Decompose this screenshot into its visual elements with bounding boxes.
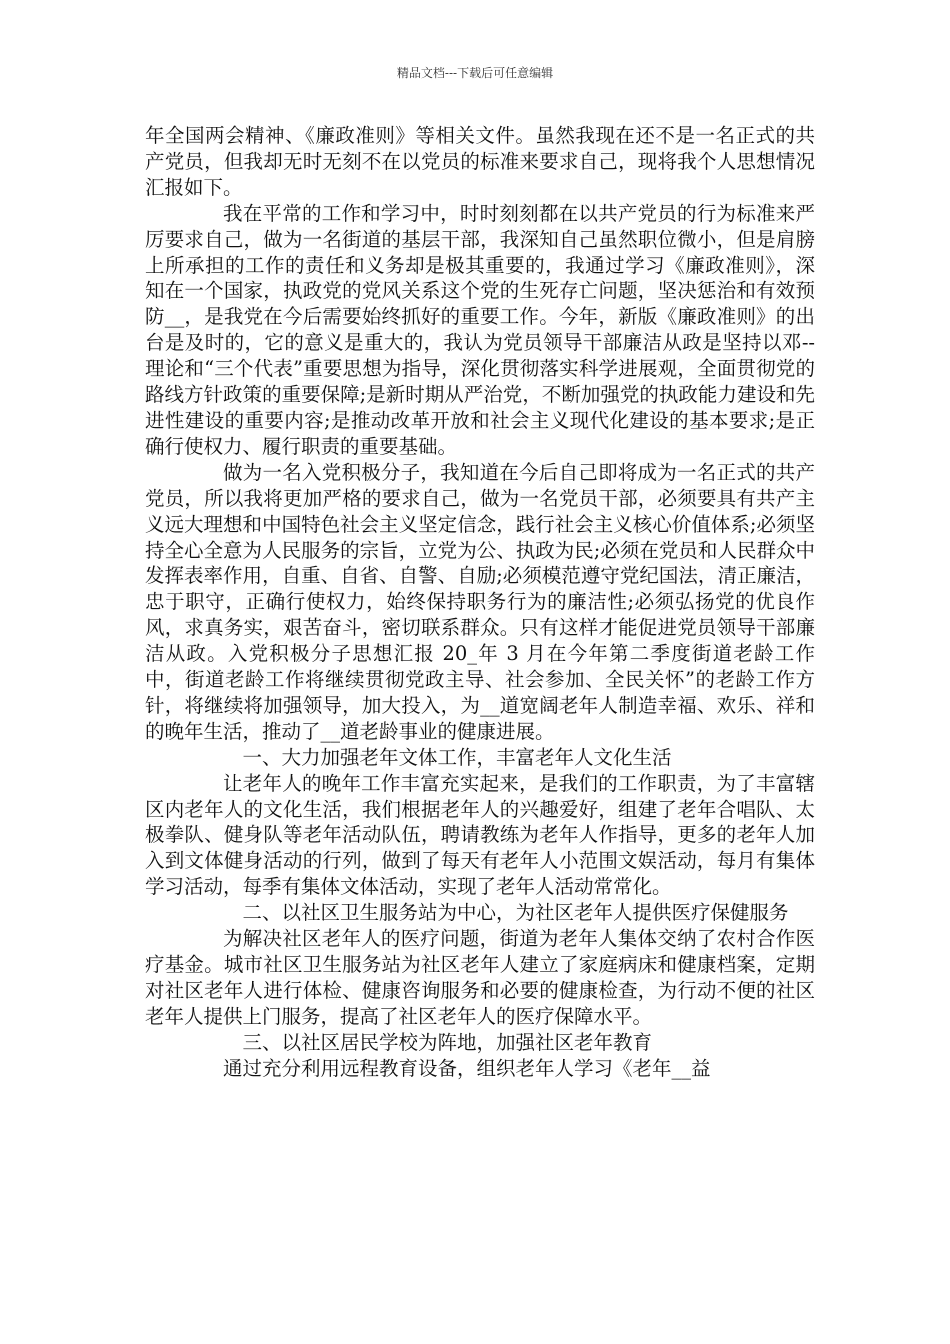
paragraph: 做为一名入党积极分子，我知道在今后自己即将成为一名正式的共产党员，所以我将更加严格的要求自己，做为一名党员干部，必须要具有共产主义远大理想和中国特色社会主义坚定信念，践行社会主义核心价值体系;必须坚持全心全意为人民服务的宗旨，立党为公、执政为民;必须在党员和人民群众中发挥表率作用，自重、自省、自警、自励;必须模范遵守党纪国法，清正廉洁，忠于职守，正确行使权力，始终保持职务行为的廉洁性;必须弘扬党的优良作风，求真务实，艰苦奋斗，密切联系群众。只有这样才能促进党员领导干部廉洁从政。入党积极分子思想汇报 20_年 3 月在今年第二季度街道老龄工作中，街道老龄工作将继续贯彻党政主导、社会参加、全民关怀”的老龄工作方针，将继续将加强领导，加大投入，为__道宽阔老年人制造幸福、欢乐、祥和的晚年生活，推动了__道老龄事业的健康进展。 [145,460,815,743]
document-body [145,123,815,1082]
paragraph: 年全国两会精神、《廉政准则》等相关文件。虽然我现在还不是一名正式的共产党员，但我却无时无刻不在以党员的标准来要求自己，现将我个人思想情况汇报如下。 [145,124,815,199]
paragraph: 我在平常的工作和学习中，时时刻刻都在以共产党员的行为标准来严厉要求自己，做为一名街道的基层干部，我深知自己虽然职位微小，但是肩膀上所承担的工作的责任和义务却是极其重要的，我通过学习《廉政准则》，深知在一个国家，执政党的党风关系这个党的生死存亡问题，坚决惩治和有效预防__，是我党在今后需要始终抓好的重要工作。今年，新版《廉政准则》的出台是及时的，它的意义是重大的，我认为党员领导干部廉洁从政是坚持以邓--理论和“三个代表”重要思想为指导，深化贯彻落实科学进展观，全面贯彻党的路线方针政策的重要保障;是新时期从严治党，不断加强党的执政能力建设和先进性建设的重要内容;是推动改革开放和社会主义现代化建设的基本要求;是正确行使权力、履行职责的重要基础。 [145,201,815,458]
header-note: 精品文档---下载后可任意编辑 [396,66,554,80]
paragraph: 通过充分利用远程教育设备，组织老年人学习《老年__益 [223,1056,711,1080]
paragraph: 为解决社区老年人的医疗问题，街道为老年人集体交纳了农村合作医疗基金。城市社区卫生服务站为社区老年人建立了家庭病床和健康档案，定期对社区老年人进行体检、健康咨询服务和必要的健康检查，为行动不便的社区老年人提供上门服务，提高了社区老年人的医疗保障水平。 [145,927,815,1028]
paragraph: 让老年人的晚年工作丰富充实起来，是我们的工作职责，为了丰富辖区内老年人的文化生活，我们根据老年人的兴趣爱好，组建了老年合唱队、太极拳队、健身队等老年活动队伍，聘请教练为老年人作指导，更多的老年人加入到文体健身活动的行列，做到了每天有老年人小范围文娱活动，每月有集体学习活动，每季有集体文体活动，实现了老年人活动常常化。 [145,771,815,899]
section-heading: 三、以社区居民学校为阵地，加强社区老年教育 [242,1030,653,1054]
section-heading: 二、以社区卫生服务站为中心，为社区老年人提供医疗保健服务 [242,901,789,925]
section-heading: 一、大力加强老年文体工作，丰富老年人文化生活 [242,745,672,769]
